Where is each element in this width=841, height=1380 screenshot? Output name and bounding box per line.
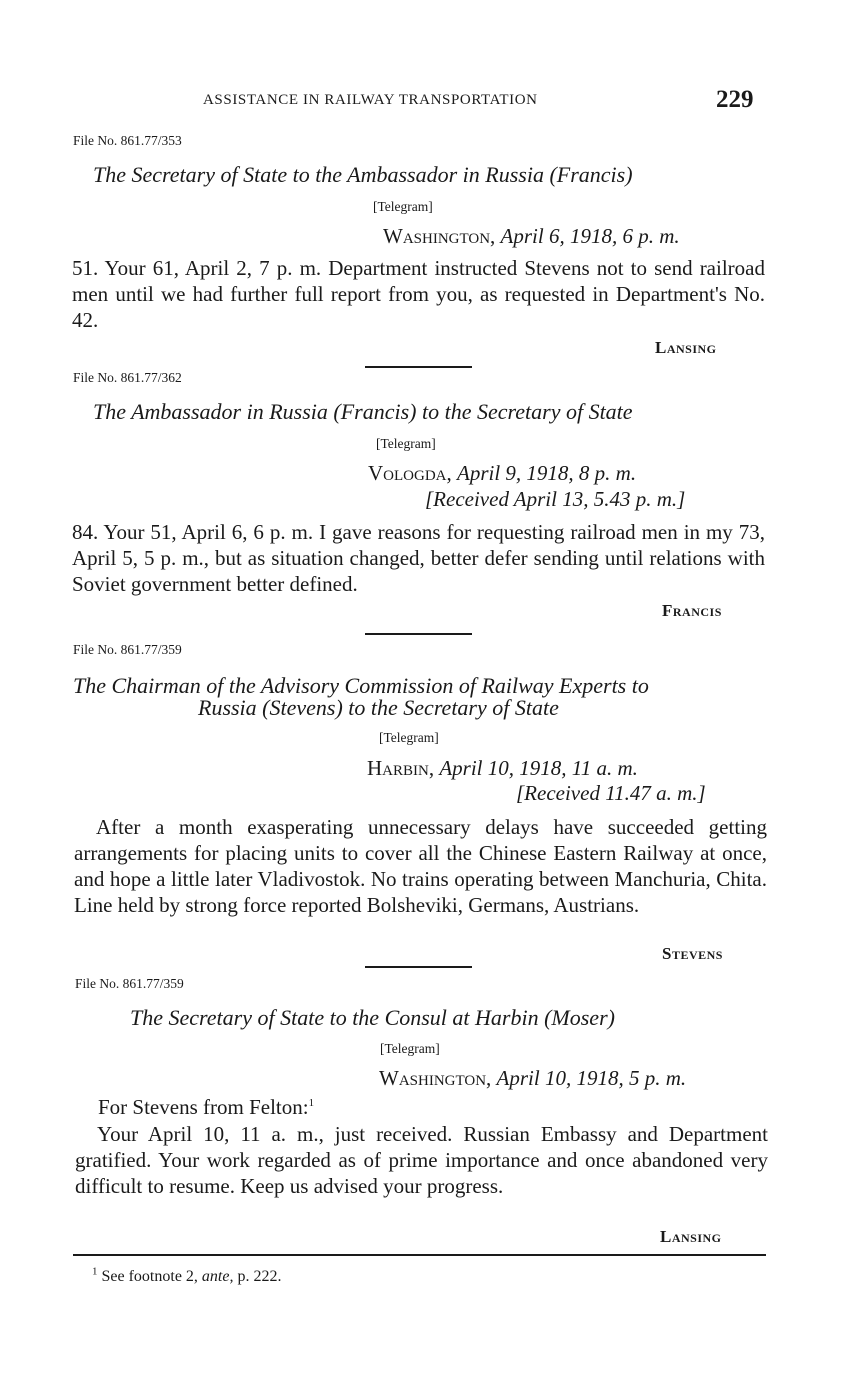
telegram-body: 84. Your 51, April 6, 6 p. m. I gave reasons for requesting railroad men in my 73, April 5, 5 p. m., but as situation changed, better defer sending until relations with Soviet government better defined. <box>72 520 765 596</box>
separator-rule <box>365 633 472 635</box>
telegram-body: 51. Your 61, April 2, 7 p. m. Department instructed Stevens not to send railroad men until we had further full report from you, as requested in Department's No. 42. <box>72 256 765 332</box>
dateline-date: April 10, 1918, 5 p. m. <box>496 1066 687 1090</box>
received-line: [Received 11.47 a. m.] <box>516 781 706 805</box>
document-title-line-2: Russia (Stevens) to the Secretary of State <box>198 695 559 720</box>
telegram-label: [Telegram] <box>376 436 436 451</box>
document-title: The Ambassador in Russia (Francis) to the Secretary of State <box>93 399 633 424</box>
document-title: The Secretary of State to the Consul at Harbin (Moser) <box>130 1005 615 1030</box>
file-number: File No. 861.77/353 <box>73 133 182 148</box>
dateline-date: April 6, 1918, 6 p. m. <box>500 224 680 248</box>
telegram-label: [Telegram] <box>380 1041 440 1056</box>
dateline <box>379 1066 686 1091</box>
dateline-date: April 10, 1918, 11 a. m. <box>439 756 638 780</box>
footnote-rule <box>73 1254 766 1256</box>
footnote-text-post: p. 222. <box>237 1268 282 1285</box>
signature: Lansing <box>660 1227 722 1246</box>
footnote-text-italic: ante, <box>201 1268 234 1285</box>
dateline <box>367 756 638 781</box>
footnote-mark: 1 <box>92 1265 98 1278</box>
telegram-body: After a month exasperating unnecessary delays have succeeded getting arrangements for placing units to cover all the Chinese Eastern Railway at once, and hope a little later Vladivostok. No trains operating between Manchuria, Chita. Line held by strong force reported Bolsheviki, Germans, Austrians. <box>74 815 767 917</box>
document-title: The Secretary of State to the Ambassador in Russia (Francis) <box>93 162 633 187</box>
file-number: File No. 861.77/359 <box>73 642 182 657</box>
for-line <box>98 1095 314 1120</box>
document-title-line-1: The Chairman of the Advisory Commission of Railway Experts to <box>73 673 649 698</box>
footnote-ref: 1 <box>308 1097 315 1109</box>
for-line-text: For Stevens from Felton: <box>98 1095 309 1119</box>
telegram-label: [Telegram] <box>373 199 433 214</box>
received-line: [Received April 13, 5.43 p. m.] <box>425 487 686 511</box>
file-number: File No. 861.77/359 <box>75 976 184 991</box>
dateline-place: Vologda, <box>368 461 452 485</box>
telegram-label: [Telegram] <box>379 730 439 745</box>
dateline-place: Washington, <box>383 224 496 248</box>
dateline-place: Washington, <box>379 1066 492 1090</box>
page-number: 229 <box>716 86 754 113</box>
footnote-text-pre: See footnote 2, <box>101 1268 198 1285</box>
dateline-date: April 9, 1918, 8 p. m. <box>457 461 637 485</box>
signature: Stevens <box>662 944 723 963</box>
dateline <box>383 224 680 249</box>
file-number: File No. 861.77/362 <box>73 370 182 385</box>
dateline-place: Harbin, <box>367 756 435 780</box>
telegram-body: Your April 10, 11 a. m., just received. Russian Embassy and Department gratified. Your work regarded as of prime importance and once abandoned very difficult to resume. Keep us advised your progress. <box>75 1122 768 1198</box>
dateline <box>368 461 636 486</box>
signature: Lansing <box>655 338 717 357</box>
signature: Francis <box>662 601 722 620</box>
running-title: ASSISTANCE IN RAILWAY TRANSPORTATION <box>203 92 538 108</box>
footnote <box>92 1265 282 1286</box>
separator-rule <box>365 966 472 968</box>
separator-rule <box>365 366 472 368</box>
